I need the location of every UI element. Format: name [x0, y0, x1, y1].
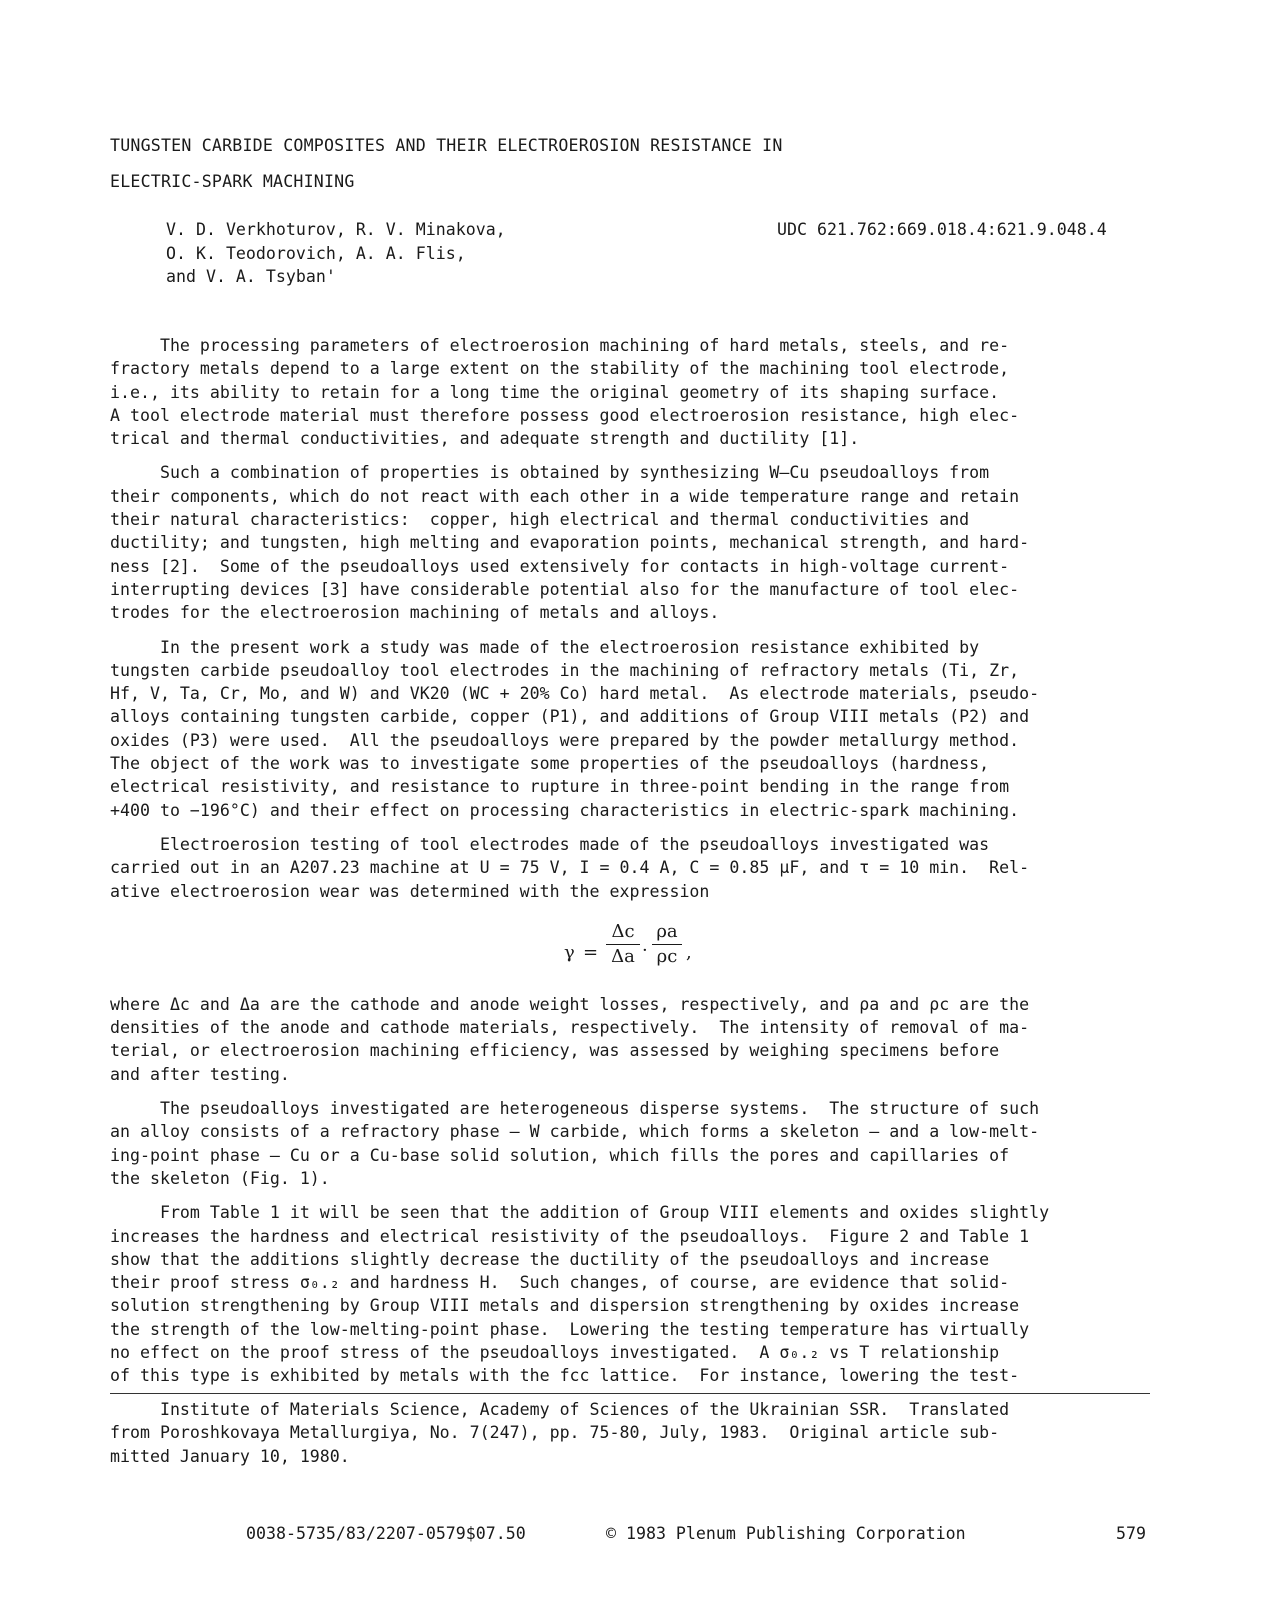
- paragraph-structure: [110, 1097, 1190, 1190]
- text-line: ative electroerosion wear was determined with the expression: [110, 881, 710, 901]
- text-line: electrical resistivity, and resistance to rupture in three-point bending in the range from: [110, 777, 1010, 797]
- text-line: terial, or electroerosion machining efficiency, was assessed by weighing specimens before: [110, 1041, 1000, 1061]
- text-line: trodes for the electroerosion machining of metals and alloys.: [110, 603, 720, 623]
- footnote-divider: [110, 1393, 1150, 1394]
- text-line: +400 to −196°C) and their effect on processing characteristics in electric-spark machining.: [110, 800, 1020, 820]
- text-line: show that the additions slightly decrease the ductility of the pseudoalloys and increase: [110, 1249, 990, 1269]
- text-line: The processing parameters of electroerosion machining of hard metals, steels, and re-: [110, 336, 1010, 355]
- formula-denominator: ρc: [656, 945, 678, 967]
- paragraph-testing: [110, 833, 1190, 903]
- formula-equals: =: [583, 941, 599, 963]
- text-line: tungsten carbide pseudoalloy tool electrodes in the machining of refractory metals (Ti, Zr,: [110, 660, 1020, 680]
- author-line: O. K. Teodorovich, A. A. Flis,: [166, 243, 466, 263]
- formula-numerator: ρa: [656, 920, 678, 942]
- author-line: and V. A. Tsyban': [166, 267, 336, 286]
- text-line: From Table 1 it will be seen that the addition of Group VIII elements and oxides slightly: [110, 1203, 1050, 1223]
- text-line: Electroerosion testing of tool electrodes made of the pseudoalloys investigated was: [110, 834, 990, 854]
- text-line: and after testing.: [110, 1064, 290, 1084]
- text-line: no effect on the proof stress of the pseudoalloys investigated. A σ₀.₂ vs T relationship: [110, 1342, 1000, 1362]
- formula-comma: ,: [686, 941, 692, 963]
- text-line: the skeleton (Fig. 1).: [110, 1168, 330, 1188]
- formula-multiply: ·: [642, 939, 648, 961]
- copyright-notice: © 1983 Plenum Publishing Corporation: [606, 1524, 966, 1543]
- page-number: 579: [1116, 1524, 1146, 1543]
- text-line: oxides (P3) were used. All the pseudoalloys were prepared by the powder metallurgy method.: [110, 730, 1020, 750]
- author-list: [166, 218, 506, 289]
- paragraph-definitions: [110, 993, 1190, 1086]
- text-line: The object of the work was to investigate some properties of the pseudoalloys (hardness,: [110, 754, 990, 774]
- formula-denominator: Δa: [611, 945, 635, 967]
- text-line: their components, which do not react with each other in a wide temperature range and retain: [110, 486, 1020, 506]
- text-line: where Δc and Δa are the cathode and anode weight losses, respectively, and ρa and ρc are the: [110, 994, 1030, 1014]
- text-line: In the present work a study was made of the electroerosion resistance exhibited by: [110, 637, 980, 657]
- author-line: V. D. Verkhoturov, R. V. Minakova,: [166, 220, 506, 239]
- text-line: their proof stress σ₀.₂ and hardness H. Such changes, of course, are evidence that solid-: [110, 1273, 1010, 1293]
- footnote: [110, 1398, 1190, 1468]
- formula-gamma: γ: [564, 941, 575, 963]
- text-line: densities of the anode and cathode materials, respectively. The intensity of removal of ma-: [110, 1018, 1030, 1038]
- text-line: trical and thermal conductivities, and adequate strength and ductility [1].: [110, 429, 860, 449]
- footnote-line: Institute of Materials Science, Academy of Sciences of the Ukrainian SSR. Translated: [110, 1400, 1010, 1419]
- title-line: TUNGSTEN CARBIDE COMPOSITES AND THEIR ELECTROEROSION RESISTANCE IN: [110, 136, 783, 155]
- text-line: increases the hardness and electrical resistivity of the pseudoalloys. Figure 2 and Table 1: [110, 1226, 1030, 1246]
- fraction-bar: [652, 944, 682, 945]
- article-body: [110, 334, 1190, 1399]
- text-line: ing-point phase — Cu or a Cu-base solid solution, which fills the pores and capillaries of: [110, 1145, 1010, 1165]
- formula-numerator: Δc: [611, 920, 635, 942]
- text-line: the strength of the low-melting-point phase. Lowering the testing temperature has virtually: [110, 1319, 1030, 1339]
- text-line: alloys containing tungsten carbide, copper (P1), and additions of Group VIII metals (P2) and: [110, 707, 1030, 727]
- footnote-line: mitted January 10, 1980.: [110, 1446, 350, 1466]
- paragraph-intro: [110, 334, 1190, 450]
- text-line: interrupting devices [3] have considerable potential also for the manufacture of tool elec-: [110, 579, 1020, 599]
- footnote-line: from Poroshkovaya Metallurgiya, No. 7(247), pp. 75-80, July, 1983. Original article sub-: [110, 1423, 1000, 1443]
- text-line: ductility; and tungsten, high melting and evaporation points, mechanical strength, and hard-: [110, 533, 1030, 553]
- article-title: [110, 134, 1160, 206]
- text-line: solution strengthening by Group VIII metals and dispersion strengthening by oxides increase: [110, 1296, 1020, 1316]
- text-line: ness [2]. Some of the pseudoalloys used extensively for contacts in high-voltage current-: [110, 556, 1010, 576]
- formula-fraction-density: [652, 921, 682, 968]
- text-line: The pseudoalloys investigated are heterogeneous disperse systems. The structure of such: [110, 1099, 1040, 1119]
- paragraph-results: [110, 1201, 1190, 1387]
- title-line: ELECTRIC-SPARK MACHINING: [110, 172, 355, 191]
- text-line: fractory metals depend to a large extent on the stability of the machining tool electrode,: [110, 359, 1010, 379]
- fraction-bar: [606, 944, 640, 945]
- article-code: 0038-5735/83/2207-0579$07.50: [246, 1524, 526, 1543]
- udc-code: UDC 621.762:669.018.4:621.9.048.4: [777, 220, 1107, 239]
- text-line: A tool electrode material must therefore possess good electroerosion resistance, high elec-: [110, 405, 1020, 425]
- text-line: i.e., its ability to retain for a long time the original geometry of its shaping surface.: [110, 382, 1000, 402]
- text-line: Hf, V, Ta, Cr, Mo, and W) and VK20 (WC + 20% Co) hard metal. As electrode materials, pseudo-: [110, 684, 1040, 704]
- text-line: their natural characteristics: copper, high electrical and thermal conductivities and: [110, 510, 970, 530]
- formula-fraction-loss: [606, 921, 640, 968]
- paragraph-properties: [110, 461, 1190, 624]
- text-line: of this type is exhibited by metals with the fcc lattice. For instance, lowering the test-: [110, 1366, 1020, 1386]
- text-line: carried out in an A207.23 machine at U = 75 V, I = 0.4 A, C = 0.85 μF, and τ = 10 min. Rel-: [110, 858, 1030, 878]
- paragraph-study: [110, 636, 1190, 822]
- wear-formula: [110, 911, 1190, 989]
- text-line: Such a combination of properties is obtained by synthesizing W–Cu pseudoalloys from: [110, 463, 990, 483]
- text-line: an alloy consists of a refractory phase — W carbide, which forms a skeleton — and a low-melt-: [110, 1122, 1040, 1142]
